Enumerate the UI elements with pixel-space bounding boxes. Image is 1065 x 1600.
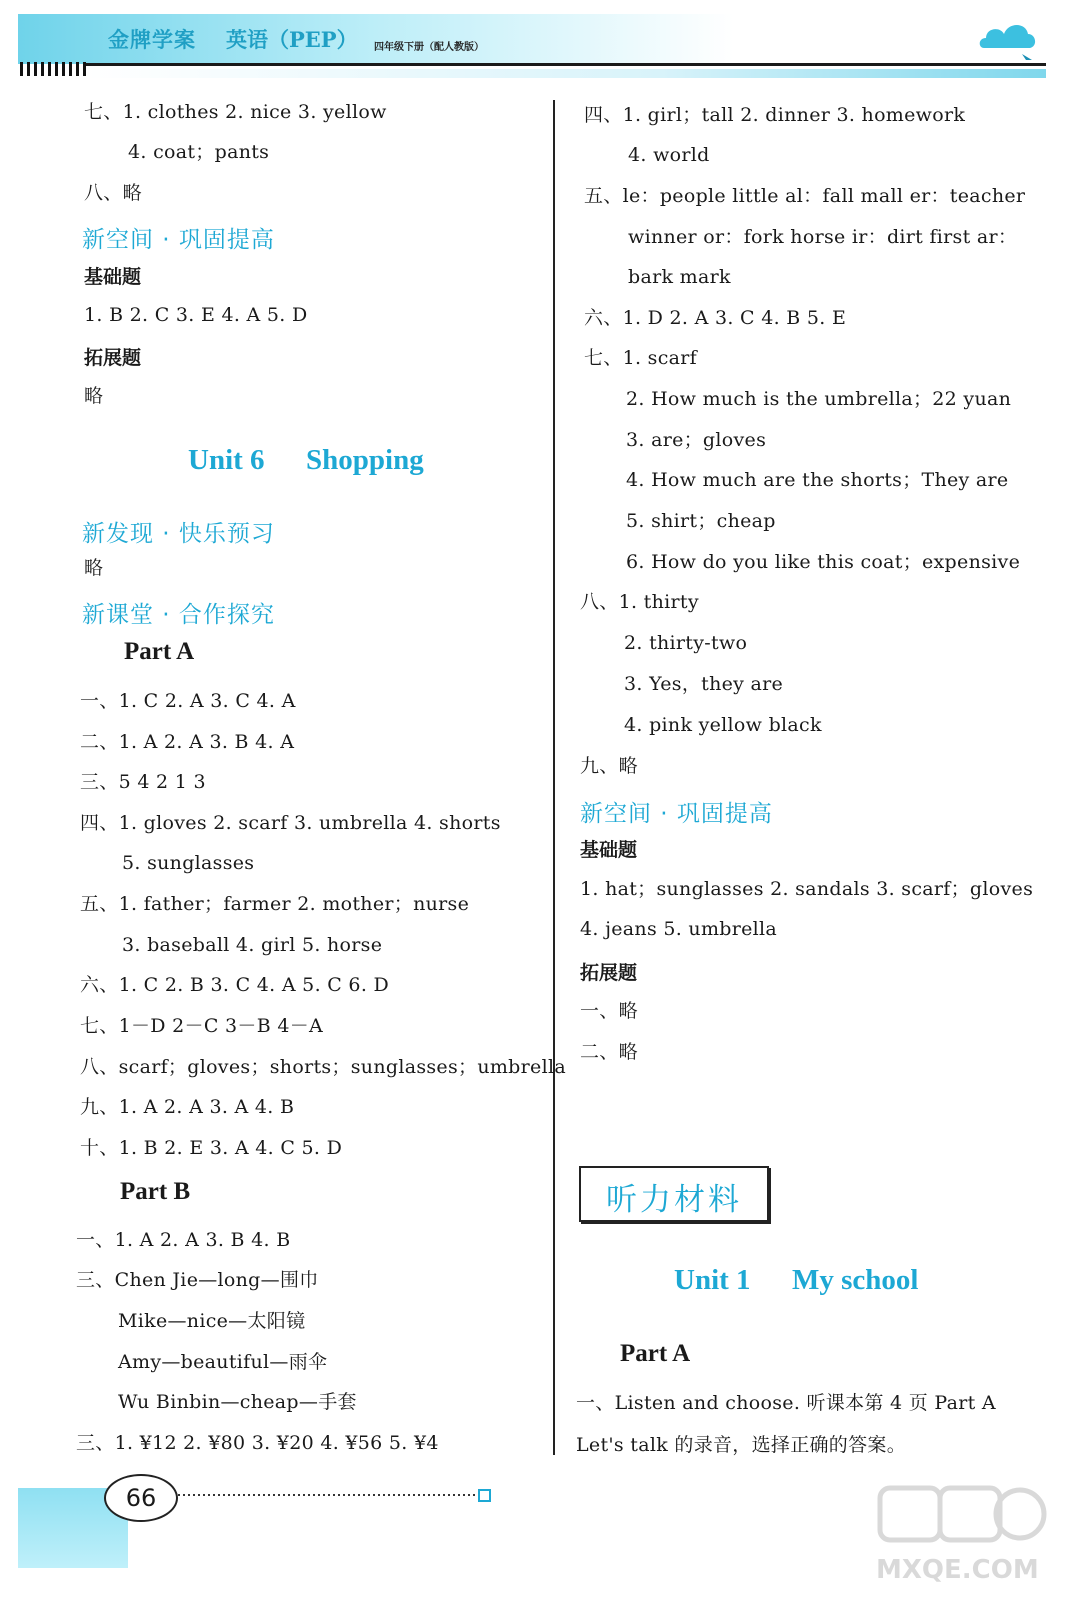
answer-line: 二、1. A 2. A 3. B 4. A xyxy=(80,731,295,753)
answer-line: Wu Binbin—cheap—手套 xyxy=(118,1391,357,1413)
column-divider xyxy=(553,100,555,1455)
answer-line: 略 xyxy=(84,385,104,407)
answer-line: 4. How much are the shorts；They are xyxy=(626,469,1009,491)
answer-line: 2. thirty-two xyxy=(624,632,748,654)
answer-line: 三、Chen Jie—long—围巾 xyxy=(76,1269,319,1291)
answer-line: 6. How do you like this coat；expensive xyxy=(626,551,1021,573)
unit-number: Unit 6 xyxy=(188,444,265,476)
answer-line: 1. B 2. C 3. E 4. A 5. D xyxy=(84,304,308,326)
answer-line: 三、5 4 2 1 3 xyxy=(80,771,206,793)
answer-line: 一、1. A 2. A 3. B 4. B xyxy=(76,1229,291,1251)
cloud-logo-icon xyxy=(976,14,1040,64)
answer-line: 八、scarf；gloves；shorts；sunglasses；umbrella xyxy=(80,1056,566,1078)
answer-line: Amy—beautiful—雨伞 xyxy=(118,1351,328,1373)
page-header xyxy=(0,0,1065,82)
answer-line: 1. hat；sunglasses 2. sandals 3. scarf；gloves xyxy=(580,878,1034,900)
unit-name: Shopping xyxy=(306,444,424,476)
answer-line: 四、1. gloves 2. scarf 3. umbrella 4. shorts xyxy=(80,812,501,834)
unit-number: Unit 1 xyxy=(674,1264,751,1296)
answer-line: 七、1. clothes 2. nice 3. yellow xyxy=(84,101,387,123)
answer-line: 七、1. scarf xyxy=(584,347,698,369)
answer-line: 4. jeans 5. umbrella xyxy=(580,918,778,940)
answer-line: 十、1. B 2. E 3. A 4. C 5. D xyxy=(80,1137,343,1159)
section-heading: 新空间 · 巩固提高 xyxy=(580,801,773,827)
subsection-heading: 基础题 xyxy=(84,266,142,288)
instruction-line: Let's talk 的录音，选择正确的答案。 xyxy=(576,1434,907,1456)
answer-line: bark mark xyxy=(628,266,731,288)
page-number: 66 xyxy=(104,1474,178,1522)
answer-line: 二、略 xyxy=(580,1041,638,1063)
answer-line: 4. world xyxy=(628,144,710,166)
answer-line: 5. shirt；cheap xyxy=(626,510,776,532)
answer-line: 五、1. father；farmer 2. mother；nurse xyxy=(80,893,470,915)
answer-line: 3. are；gloves xyxy=(626,429,767,451)
instruction-line: 一、Listen and choose. 听课本第 4 页 Part A xyxy=(576,1392,996,1414)
answer-line: 四、1. girl；tall 2. dinner 3. homework xyxy=(584,104,966,126)
answer-line: 七、1－D 2－C 3－B 4－A xyxy=(80,1015,324,1037)
answer-line: 4. coat；pants xyxy=(128,141,270,163)
answer-line: 4. pink yellow black xyxy=(624,714,822,736)
subject-label: 英语（PEP） xyxy=(226,27,358,52)
header-rule-fade xyxy=(86,69,1046,78)
section-heading: 新课堂 · 合作探究 xyxy=(82,602,275,628)
part-title: Part A xyxy=(620,1340,691,1367)
part-title: Part A xyxy=(124,638,195,665)
answer-line: Mike—nice—太阳镜 xyxy=(118,1310,306,1332)
square-icon xyxy=(478,1489,491,1502)
answer-line: winner or：fork horse ir：dirt first ar： xyxy=(628,226,1018,248)
answer-line: 一、1. C 2. A 3. C 4. A xyxy=(80,690,296,712)
answer-line: 六、1. D 2. A 3. C 4. B 5. E xyxy=(584,307,847,329)
book-title: 金牌学案 xyxy=(108,27,196,52)
subsection-heading: 拓展题 xyxy=(84,347,142,369)
answer-line: 三、1. ¥12 2. ¥80 3. ¥20 4. ¥56 5. ¥4 xyxy=(76,1432,439,1454)
grade-label: 四年级下册（配人教版） xyxy=(374,42,484,53)
answer-line: 5. sunglasses xyxy=(122,852,255,874)
listening-material-title: 听力材料 xyxy=(606,1182,742,1218)
answer-line: 3. Yes，they are xyxy=(624,673,784,695)
part-title: Part B xyxy=(120,1178,191,1205)
unit-name: My school xyxy=(792,1264,919,1296)
subsection-heading: 拓展题 xyxy=(580,962,638,984)
footer-dotted-line xyxy=(178,1494,478,1496)
section-heading: 新空间 · 巩固提高 xyxy=(82,227,275,253)
answer-line: 九、略 xyxy=(580,755,638,777)
answer-line: 一、略 xyxy=(580,1000,638,1022)
watermark-logo xyxy=(870,1478,1050,1588)
section-heading: 新发现 · 快乐预习 xyxy=(82,521,275,547)
listening-material-box xyxy=(579,1166,769,1222)
answer-line: 六、1. C 2. B 3. C 4. A 5. C 6. D xyxy=(80,974,390,996)
answer-line: 八、略 xyxy=(84,182,142,204)
svg-text:MXQE.COM: MXQE.COM xyxy=(876,1555,1039,1585)
answer-line: 八、1. thirty xyxy=(580,591,699,613)
answer-line: 五、le：people little al：fall mall er：teacher xyxy=(584,185,1026,207)
subsection-heading: 基础题 xyxy=(580,839,638,861)
answer-line: 九、1. A 2. A 3. A 4. B xyxy=(80,1096,295,1118)
header-ticks xyxy=(20,62,86,76)
answer-line: 略 xyxy=(84,557,104,579)
answer-line: 2. How much is the umbrella；22 yuan xyxy=(626,388,1012,410)
answer-line: 3. baseball 4. girl 5. horse xyxy=(122,934,383,956)
header-rule xyxy=(86,63,1046,66)
